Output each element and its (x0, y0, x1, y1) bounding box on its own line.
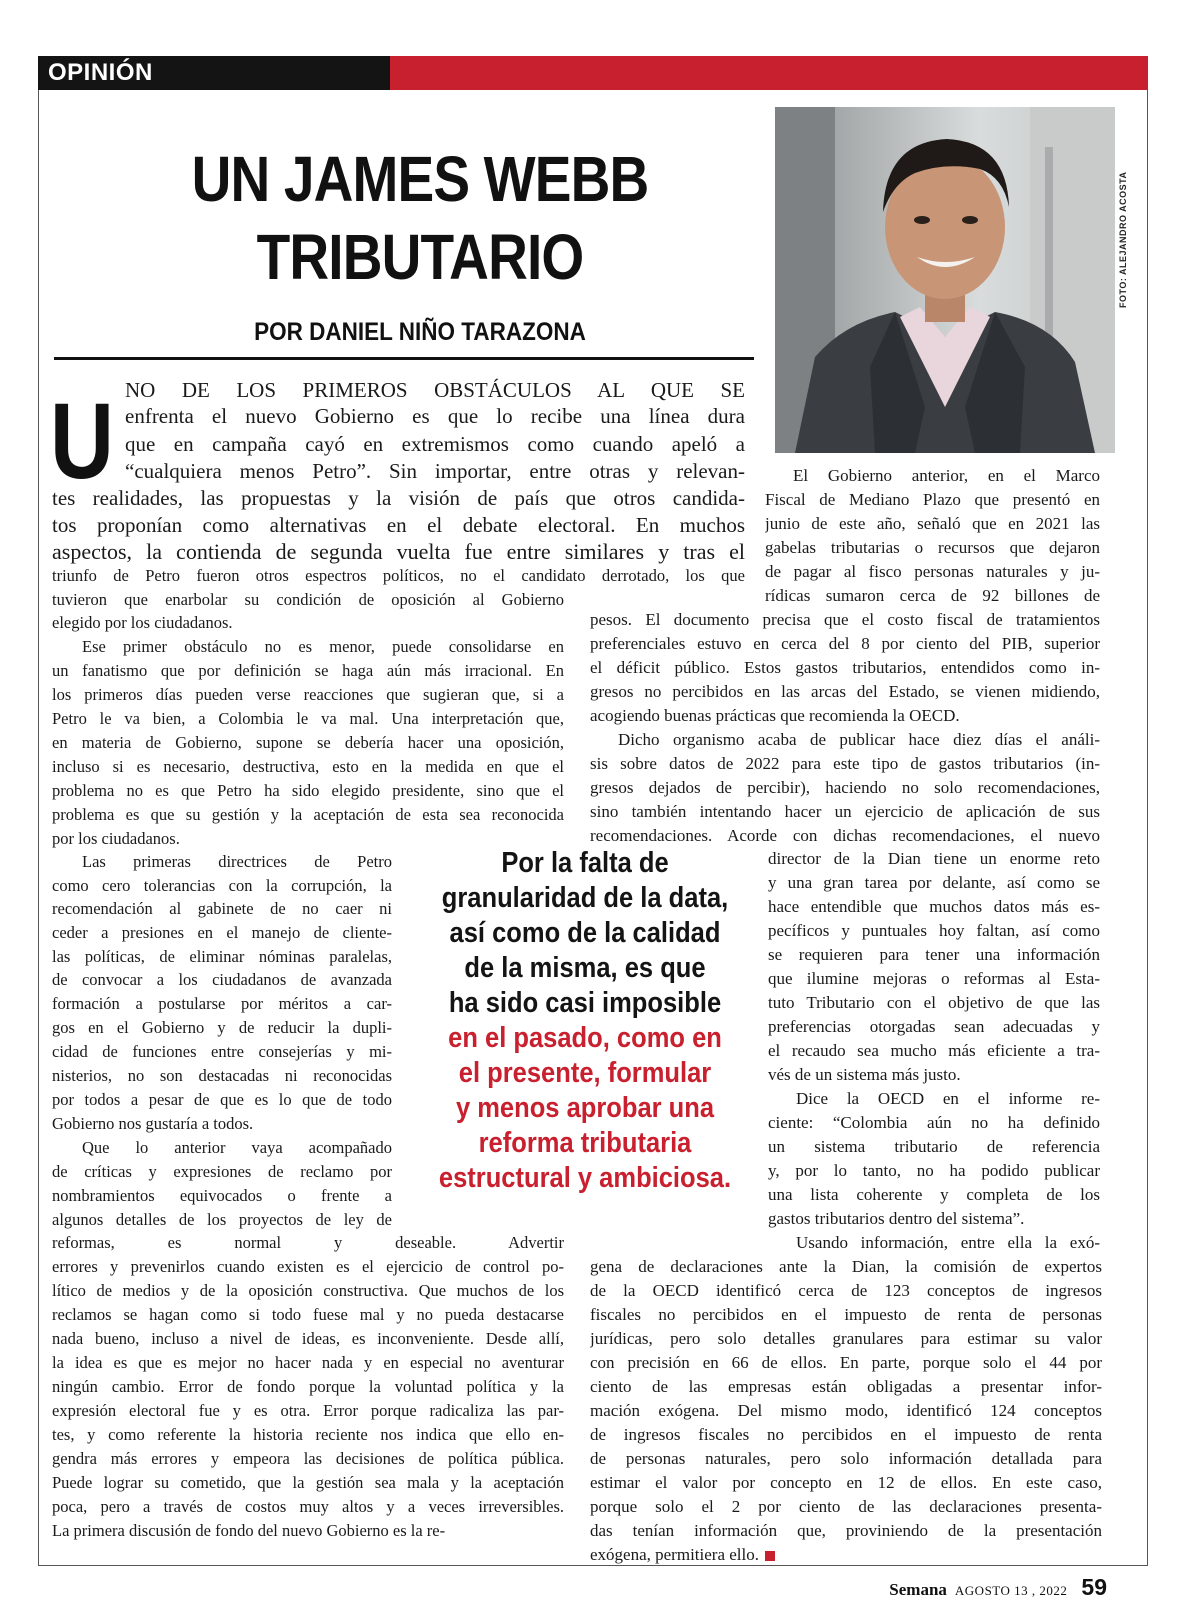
intro-line: tes realidades, las propuestas y la visión de país que otros candida- (52, 486, 745, 510)
body-line: El Gobierno anterior, en el Marco (793, 466, 1100, 485)
body-line: sis sobre datos de 2022 para este tipo de gastos tributarios (in- (590, 754, 1100, 773)
body-line: Fiscal de Mediano Plazo que presentó en (765, 490, 1100, 509)
body-line: gastos tributarios dentro del sistema”. (768, 1209, 1025, 1228)
body-line: hace entendible que muchos datos más es- (768, 897, 1100, 916)
body-line: errores y prevenirlos cuando existen es el ejercicio de control po- (52, 1257, 564, 1276)
body-line: pesos. El documento precisa que el costo fiscal de tratamientos (590, 610, 1100, 629)
body-line: rídicas sumaron cerca de 92 billones de (765, 586, 1100, 605)
body-line: problema no es que Petro ha sido elegido presidente, sino que el (52, 781, 564, 800)
body-line: las políticas, de eliminar nóminas paralelas, (52, 947, 392, 966)
body-line: acogiendo buenas prácticas que recomienda la OECD. (590, 706, 960, 725)
body-line: Gobierno nos gustaría a todos. (52, 1114, 254, 1133)
body-line: tuvieron que enarbolar su condición de oposición al Gobierno (52, 590, 564, 609)
body-line: y una gran tarea por delante, así como se (768, 873, 1100, 892)
body-line: Que lo anterior vaya acompañado (82, 1138, 392, 1157)
body-line: reclamos se hagan como si todo fuese mal y no pueda destacarse (52, 1305, 564, 1324)
pull-quote-line: Por la falta de (501, 847, 669, 879)
body-line: algunos detalles de los proyectos de ley de (52, 1210, 392, 1229)
body-line: elegido por los ciudadanos. (52, 613, 233, 632)
body-line: Puede lograr su cometido, que la gestión sea mala y la aceptación (52, 1473, 564, 1492)
pull-quote (435, 846, 734, 1196)
body-line: sino también intentando hacer un ejercicio de aplicación de sus (590, 802, 1100, 821)
body-line: como cero tolerancias con la corrupción, la (52, 876, 392, 895)
body-line: una lista coherente y completa de los (768, 1185, 1100, 1204)
body-line: estimar el valor por concepto en 12 de ellos. En este caso, (590, 1473, 1102, 1492)
page-footer (889, 1574, 1107, 1601)
body-line: junio de este año, señaló que en 2021 las (765, 514, 1100, 533)
body-line: gabelas tributarias o recursos que dejaron (765, 538, 1100, 557)
drop-cap: U (50, 380, 114, 501)
body-line: cidad de funciones entre consejerías y mi- (52, 1042, 392, 1061)
body-line: de convocar a los ciudadanos de avanzada (52, 970, 392, 989)
body-line: exógena, permitiera ello. (590, 1545, 1102, 1565)
intro-line: aspectos, la contienda de segunda vuelta fue entre similares y tras el (52, 539, 745, 564)
body-line: un sistema tributario de referencia (768, 1137, 1100, 1156)
body-line: un fanatismo que por definición se haga aún más irracional. En (52, 661, 564, 680)
body-line: ceder a presiones en el manejo de cliente- (52, 923, 392, 942)
body-line: nada bueno, incluso a nivel de ideas, es inconveniente. Desde allí, (52, 1329, 564, 1348)
pull-quote-highlight: en el pasado, como en (448, 1022, 722, 1054)
intro-line: tos proponían como alternativas en el debate electoral. En muchos (52, 513, 745, 537)
body-line: gos en el Gobierno y de reducir la dupli- (52, 1018, 392, 1037)
body-line: de personas naturales, pero solo información detallada para (590, 1449, 1102, 1468)
body-line: de críticas y expresiones de reclamo por (52, 1162, 392, 1181)
portrait-illustration (775, 107, 1115, 453)
body-line: La primera discusión de fondo del nuevo Gobierno es la re- (52, 1521, 446, 1540)
intro-line: que en campaña cayó en extremismos como cuando apeló a (125, 432, 745, 456)
body-line: y, por lo tanto, no ha podido publicar (768, 1161, 1100, 1180)
body-line: preferenciales estuvo en cerca del 8 por ciento del PIB, superior (590, 634, 1100, 653)
body-line: mación exógena. Del mismo modo, identificó 124 conceptos (590, 1401, 1102, 1420)
body-line: triunfo de Petro fueron otros espectros políticos, no el candidato derrotado, los que (52, 566, 745, 585)
body-line: nombramientos equivocados o frente a (52, 1186, 392, 1205)
issue-date: AGOSTO 13 , 2022 (954, 1583, 1068, 1598)
body-line: por los ciudadanos. (52, 829, 180, 848)
body-line: tes, y como referente la historia reciente nos indica que ello en- (52, 1425, 564, 1444)
headline-line: UN JAMES WEBB (191, 143, 649, 215)
intro-line: enfrenta el nuevo Gobierno es que lo recibe una línea dura (125, 404, 745, 428)
body-line: tuto Tributario con el objetivo de que las (768, 993, 1100, 1012)
intro-line: “cualquiera menos Petro”. Sin importar, entre otras y relevan- (125, 459, 745, 483)
byline: POR DANIEL NIÑO TARAZONA (254, 318, 586, 346)
body-line: Usando información, entre ella la exó- (796, 1233, 1100, 1252)
body-line: vés de un sistema más justo. (768, 1065, 961, 1084)
body-line: de ingresos fiscales no percibidos en el impuesto de renta (590, 1425, 1102, 1444)
section-label: OPINIÓN (48, 59, 153, 86)
body-line: jurídicas, pero solo detalles granulares para estimar su valor (590, 1329, 1102, 1348)
pull-quote-highlight: y menos aprobar una (455, 1092, 715, 1124)
body-line: ciente: “Colombia aún no ha definido (768, 1113, 1100, 1132)
pull-quote-highlight: el presente, formular (458, 1057, 712, 1089)
body-line: gendra más errores y empeora las decisiones de política pública. (52, 1449, 564, 1468)
body-line: el recaudo sea mucho más eficiente a tra- (768, 1041, 1100, 1060)
headline (102, 140, 738, 296)
body-line: ningún cambio. Error de fondo porque la voluntad política y la (52, 1377, 564, 1396)
author-photo (775, 107, 1115, 453)
body-line: de la OECD identificó cerca de 123 conceptos de ingresos (590, 1281, 1102, 1300)
headline-rule (54, 357, 754, 360)
body-line: en materia de Gobierno, supone se debería hacer una oposición, (52, 733, 564, 752)
body-line: Petro le va bien, a Colombia le va mal. Una interpretación que, (52, 709, 564, 728)
page-number: 59 (1081, 1574, 1107, 1600)
pull-quote-line: de la misma, es que (464, 952, 706, 984)
body-line: de pagar al fisco personas naturales y ju- (765, 562, 1100, 581)
body-line: Ese primer obstáculo no es menor, puede consolidarse en (82, 637, 564, 656)
body-line: lítico de medios y de la oposición constructiva. Que muchos de los (52, 1281, 564, 1300)
body-line: se requieren para tener una información (768, 945, 1100, 964)
section-bar (38, 56, 1148, 90)
body-line: Las primeras directrices de Petro (82, 852, 392, 871)
body-line: preferencias otorgadas sean adecuadas y (768, 1017, 1100, 1036)
body-line: ciento de las empresas están obligadas a presentar infor- (590, 1377, 1102, 1396)
body-line: nisterios, no son destacadas ni reconocidas (52, 1066, 392, 1085)
body-line: que ilumine mejoras o reformas al Esta- (768, 969, 1100, 988)
body-line: poca, pero a través de costos muy altos y a veces irreversibles. (52, 1497, 564, 1516)
body-line: con precisión en 66 de ellos. En parte, porque solo el 44 por (590, 1353, 1102, 1372)
body-line: gresos dejados de percibir), haciendo no solo recomendaciones, (590, 778, 1100, 797)
pull-quote-line: ha sido casi imposible (448, 987, 722, 1019)
body-line: das tenían información que, proviniendo de la presentación (590, 1521, 1102, 1540)
body-line: expresión electoral fue y es otra. Error porque radicaliza las par- (52, 1401, 564, 1420)
body-line: Dice la OECD en el informe re- (796, 1089, 1100, 1108)
body-line: porque solo el 2 por ciento de las declaraciones presenta- (590, 1497, 1102, 1516)
body-line: director de la Dian tiene un enorme reto (768, 849, 1100, 868)
body-line: recomendaciones. Acorde con dichas recomendaciones, el nuevo (590, 826, 1100, 845)
pull-quote-highlight: reforma tributaria (478, 1127, 692, 1159)
body-line: los primeros días pueden verse reacciones que sugieran que, si a (52, 685, 564, 704)
headline-line: TRIBUTARIO (256, 221, 584, 293)
body-line: incluso si es necesario, destructiva, esto en la medida en que el (52, 757, 564, 776)
intro-line: NO DE LOS PRIMEROS OBSTÁCULOS AL QUE SE (125, 378, 745, 402)
body-line: pecíficos y puntuales hoy faltan, así como (768, 921, 1100, 940)
pull-quote-line: así como de la calidad (449, 917, 721, 949)
body-line: formación a postularse por méritos a car- (52, 994, 392, 1013)
body-line: recomendación al gabinete de no caer ni (52, 899, 392, 918)
pull-quote-highlight: estructural y ambiciosa. (438, 1162, 732, 1194)
body-line: el déficit público. Estos gastos tributarios, entendidos como in- (590, 658, 1100, 677)
body-line: reformas, es normal y deseable. Advertir (52, 1233, 564, 1252)
end-mark (765, 1551, 775, 1561)
body-line: gresos no percibidos en las arcas del Estado, se vienen midiendo, (590, 682, 1100, 701)
body-line: fiscales no percibidos en el impuesto de renta de personas (590, 1305, 1102, 1324)
body-line: problema es que su gestión y la aceptación de esta sea reconocida (52, 805, 564, 824)
body-line: Dicho organismo acaba de publicar hace diez días el análi- (618, 730, 1100, 749)
magazine-name: Semana (889, 1580, 947, 1599)
body-line: por todos a pesar de que es lo que de todo (52, 1090, 392, 1109)
pull-quote-line: granularidad de la data, (441, 882, 729, 914)
body-line: la idea es que es mejor no hacer nada y en especial no aventurar (52, 1353, 564, 1372)
body-line: gena de declaraciones ante la Dian, la comisión de expertos (590, 1257, 1102, 1276)
photo-credit: FOTO: ALEJANDRO ACOSTA (1118, 171, 1128, 308)
